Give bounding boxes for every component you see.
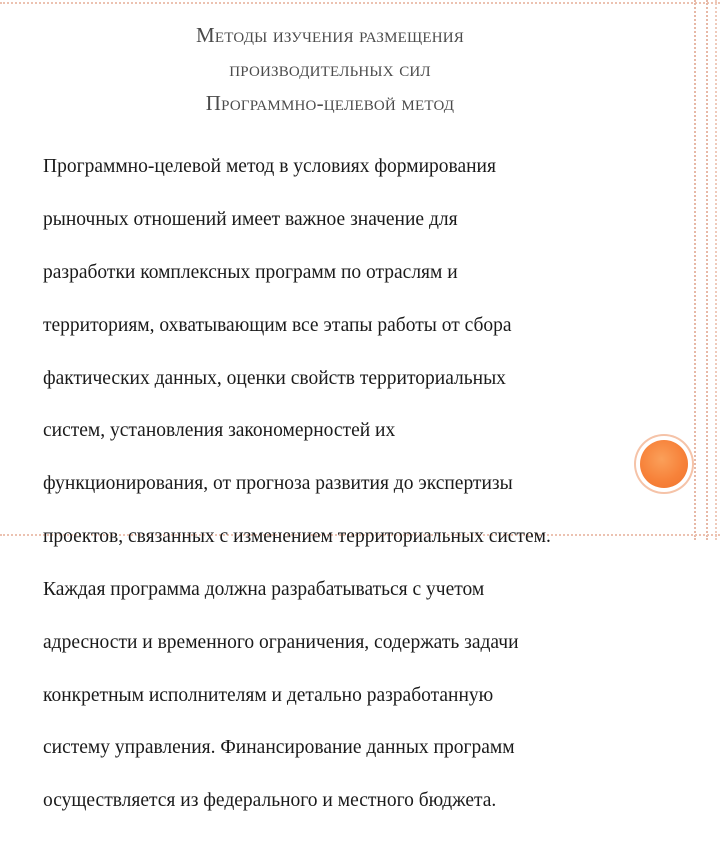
body-line: Каждая программа должна разрабатываться с учетом [43, 578, 485, 600]
title-line-2: производительных сил [229, 57, 431, 81]
right-dotted-border [694, 0, 708, 540]
body-line: рыночных отношений имеет важное значение для [43, 209, 458, 231]
title-line-3: Программно-целевой метод [205, 91, 455, 115]
title-line-1: Методы изучения размещения [196, 23, 464, 47]
body-line: систем, установления закономерностей их [43, 420, 396, 442]
body-line: осуществляется из федерального и местного бюджета. [43, 790, 497, 812]
right-outer-dotted-border [715, 0, 717, 540]
slide-title [0, 18, 660, 120]
orange-circle-decoration [640, 440, 688, 488]
slide-body-text [43, 128, 643, 841]
body-line: разработки комплексных программ по отраслям и [43, 262, 458, 284]
body-line: фактических данных, оценки свойств территориальных [43, 367, 506, 389]
body-line: территориям, охватывающим все этапы работы от сбора [43, 314, 512, 336]
body-line: конкретным исполнителям и детально разработанную [43, 684, 494, 706]
top-dotted-border [0, 0, 720, 4]
body-line: адресности и временного ограничения, содержать задачи [43, 631, 519, 653]
body-line: Программно-целевой метод в условиях формирования [43, 156, 496, 178]
body-line: функционирования, от прогноза развития до экспертизы [43, 473, 513, 495]
body-line: систему управления. Финансирование данных программ [43, 737, 515, 759]
body-line: проектов, связанных с изменением территориальных систем. [43, 526, 551, 548]
